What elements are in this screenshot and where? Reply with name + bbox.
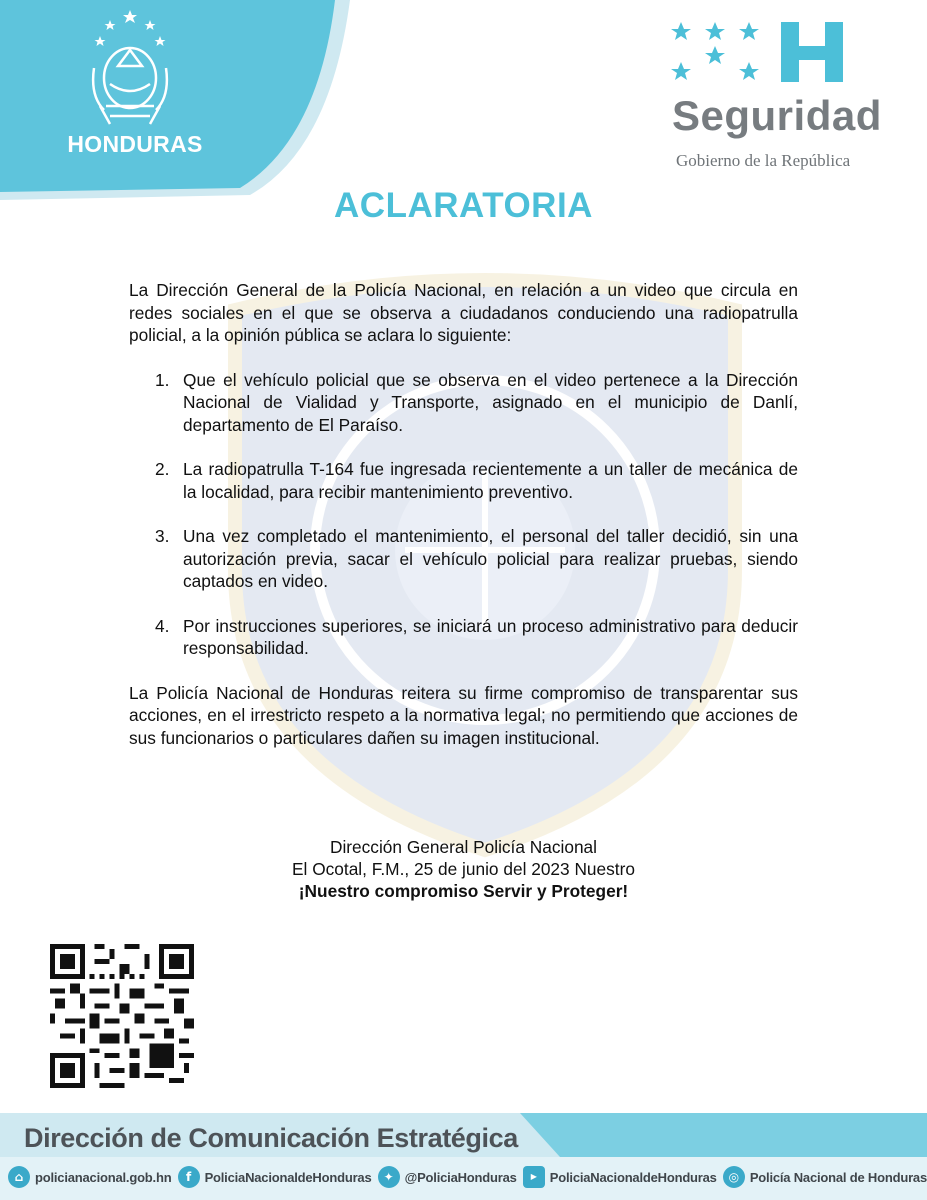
social-link-label: policianacional.gob.hn: [35, 1169, 172, 1185]
social-link-twitter[interactable]: [378, 1166, 517, 1188]
list-item: [129, 369, 798, 437]
social-link-facebook[interactable]: [178, 1166, 372, 1188]
document-title: ACLARATORIA: [334, 186, 593, 225]
list-item-number: 4.: [155, 615, 170, 636]
footer-department-title: Dirección de Comunicación Estratégica: [24, 1123, 518, 1153]
twitter-icon: ✦: [378, 1166, 400, 1188]
signature-block: [0, 836, 927, 902]
social-link-label: PoliciaNacionaldeHonduras: [204, 1169, 372, 1185]
seguridad-logo-word: Seguridad: [672, 92, 882, 139]
youtube-icon: ▶: [523, 1166, 545, 1188]
institutional-motto: ¡Nuestro compromiso Servir y Proteger!: [298, 881, 629, 901]
social-link-youtube[interactable]: [523, 1166, 717, 1188]
home-icon: ⌂: [8, 1166, 30, 1188]
header-corner-shape: [0, 0, 360, 200]
country-name: HONDURAS: [67, 131, 203, 157]
instagram-icon: ◎: [723, 1166, 745, 1188]
signature-place-date: El Ocotal, F.M., 25 de junio del 2023 Nuestro: [292, 859, 635, 879]
clarification-list: [129, 369, 798, 660]
list-item-number: 1.: [155, 369, 170, 390]
list-item: [129, 615, 798, 660]
qr-code-icon: [50, 944, 194, 1088]
list-item: [129, 525, 798, 593]
signature-line: Dirección General Policía Nacional: [329, 837, 598, 857]
list-item-number: 3.: [155, 526, 170, 546]
list-item-text: La radiopatrulla T-164 fue ingresada recientemente a un taller de mecánica de la localidad, para recibir mantenimiento preventivo.: [183, 459, 798, 502]
social-link-label: Policía Nacional de Honduras: [749, 1169, 927, 1185]
social-link-instagram[interactable]: [723, 1166, 927, 1188]
seguridad-logo-subtitle: Gobierno de la República: [676, 151, 851, 170]
list-item: [129, 458, 798, 503]
closing-paragraph: La Policía Nacional de Honduras reitera su firme compromiso de transparentar sus acciones, en el irrestricto respeto a la normativa legal; no permitiendo que acciones de sus funcionarios o particulares dañen su imagen institucional.: [129, 682, 798, 748]
national-coat-of-arms-icon: [80, 6, 180, 130]
list-item-text: Que el vehículo policial que se observa en el video pertenece a la Dirección Nacional de Vialidad y Transporte, asignado en el municipio de Danlí, departamento de El Paraíso.: [183, 369, 798, 435]
social-link-website[interactable]: [8, 1166, 171, 1188]
list-item-number: 2.: [155, 459, 170, 479]
facebook-icon: f: [178, 1166, 200, 1188]
document-body: [129, 279, 798, 749]
intro-paragraph: La Dirección General de la Policía Nacional, en relación a un video que circula en redes sociales en el que se observa a ciudadanos conduciendo una radiopatrulla policial, a la opinión pública se aclara lo siguiente:: [129, 280, 798, 345]
social-links: [8, 1163, 927, 1191]
social-link-label: @PoliciaHonduras: [404, 1169, 517, 1185]
list-item-text: Por instrucciones superiores, se iniciará un proceso administrativo para deducir responsabilidad.: [183, 615, 798, 658]
social-link-label: PoliciaNacionaldeHonduras: [549, 1169, 717, 1185]
list-item-text: Una vez completado el mantenimiento, el personal del taller decidió, sin una autorización previa, sacar el vehículo policial para realizar pruebas, siendo captados en video.: [183, 526, 798, 591]
